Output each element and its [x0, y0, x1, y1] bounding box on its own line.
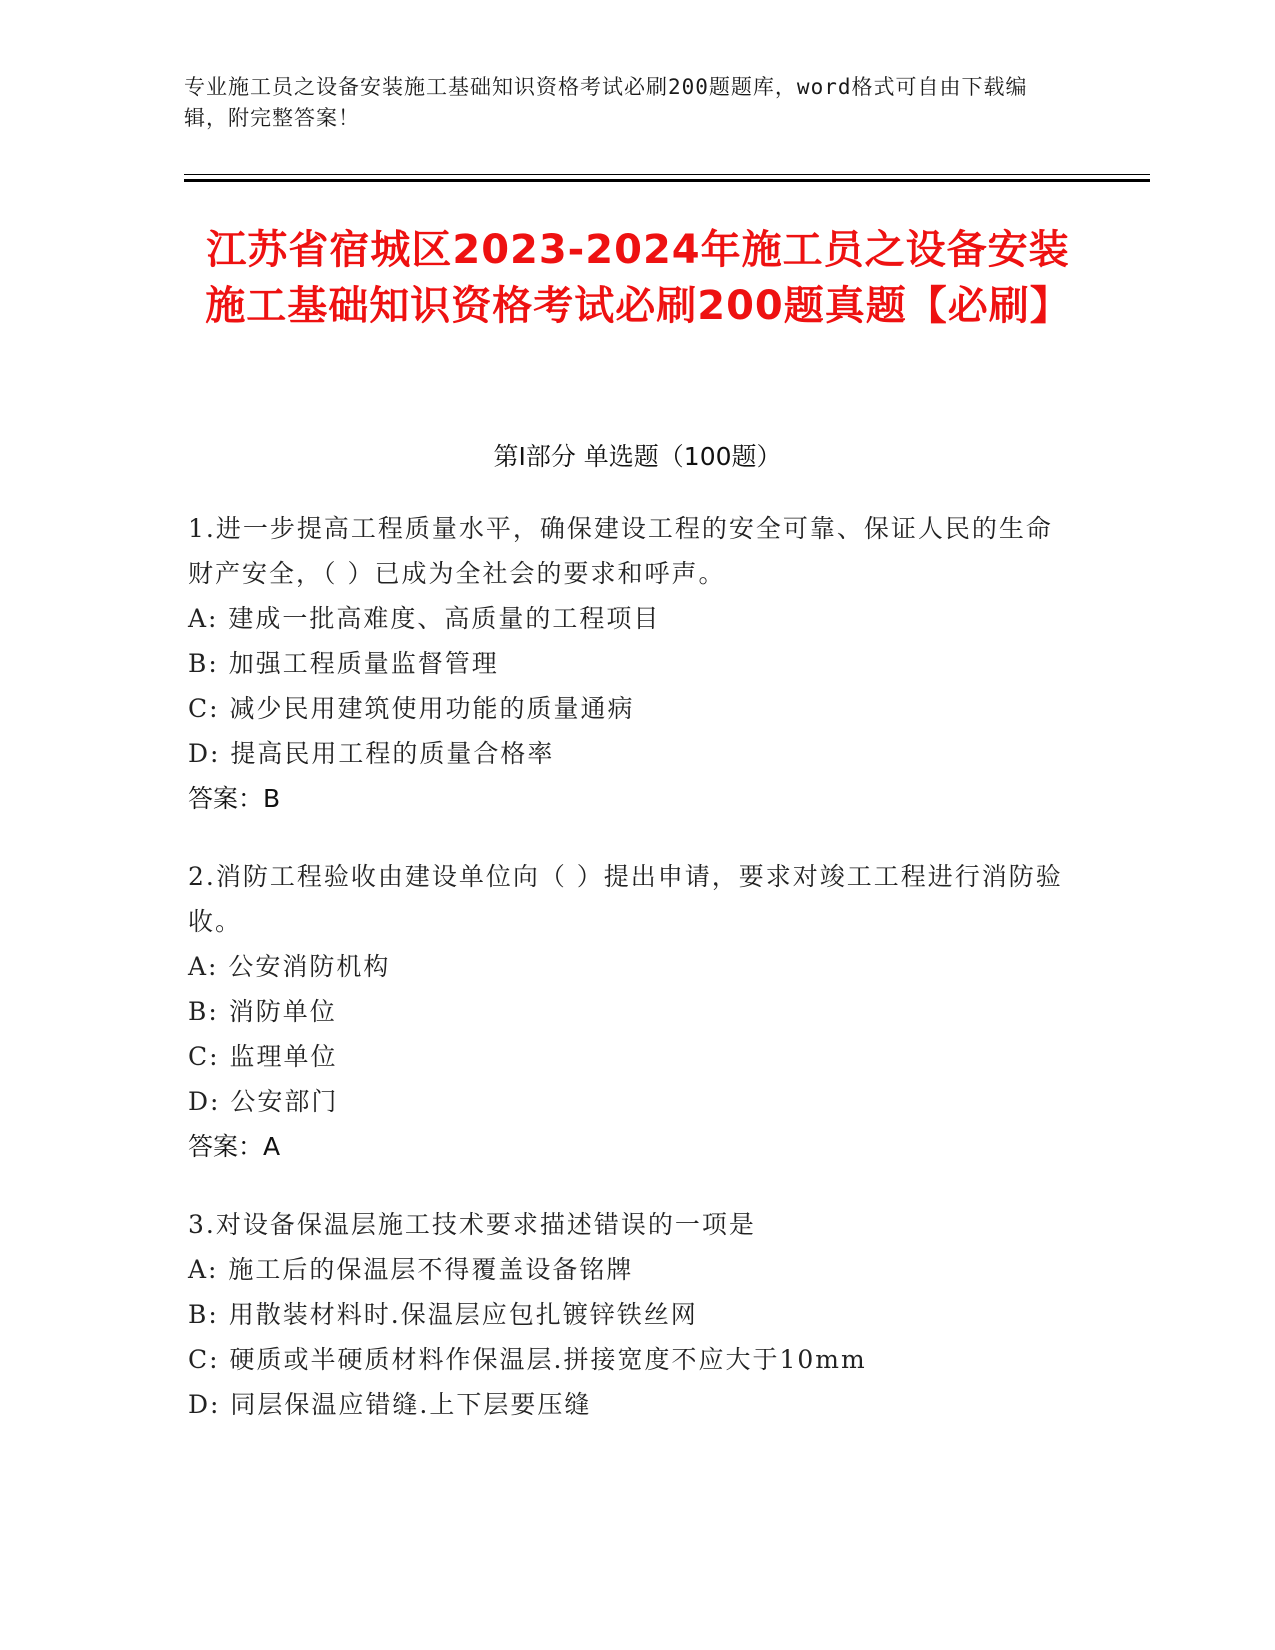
option-a: A: 公安消防机构 [188, 952, 391, 981]
option-d: D: 提高民用工程的质量合格率 [188, 739, 555, 768]
question-2 [188, 854, 1068, 1170]
option-d: D: 同层保温应错缝.上下层要压缝 [188, 1390, 592, 1419]
answer: 答案：B [188, 784, 281, 813]
document-title: 江苏省宿城区2023-2024年施工员之设备安装施工基础知识资格考试必刷200题真题【必刷】 [205, 227, 1071, 329]
option-b: B: 用散装材料时.保温层应包扎镀锌铁丝网 [188, 1300, 698, 1329]
question-stem: 3.对设备保温层施工技术要求描述错误的一项是 [188, 1210, 756, 1239]
option-b: B: 加强工程质量监督管理 [188, 649, 499, 678]
header-divider-thick [184, 179, 1150, 182]
question-stem: 2.消防工程验收由建设单位向（ ）提出申请，要求对竣工工程进行消防验收。 [188, 862, 1063, 936]
section-heading: 第I部分 单选题（100题） [493, 442, 782, 471]
question-3 [188, 1202, 1068, 1427]
question-stem: 1.进一步提高工程质量水平，确保建设工程的安全可靠、保证人民的生命财产安全，（ ）已成为全社会的要求和呼声。 [188, 514, 1053, 588]
header-divider-thin [184, 174, 1150, 175]
option-c: C: 硬质或半硬质材料作保温层.拼接宽度不应大于10mm [188, 1345, 867, 1374]
option-a: A: 施工后的保温层不得覆盖设备铭牌 [188, 1255, 634, 1284]
header-note: 专业施工员之设备安装施工基础知识资格考试必刷200题题库，word格式可自由下载编辑，附完整答案！ [184, 75, 1028, 130]
question-1 [188, 506, 1068, 822]
answer: 答案：A [188, 1132, 281, 1161]
option-c: C: 减少民用建筑使用功能的质量通病 [188, 694, 635, 723]
option-b: B: 消防单位 [188, 997, 337, 1026]
option-c: C: 监理单位 [188, 1042, 338, 1071]
option-a: A: 建成一批高难度、高质量的工程项目 [188, 604, 661, 633]
option-d: D: 公安部门 [188, 1087, 339, 1116]
